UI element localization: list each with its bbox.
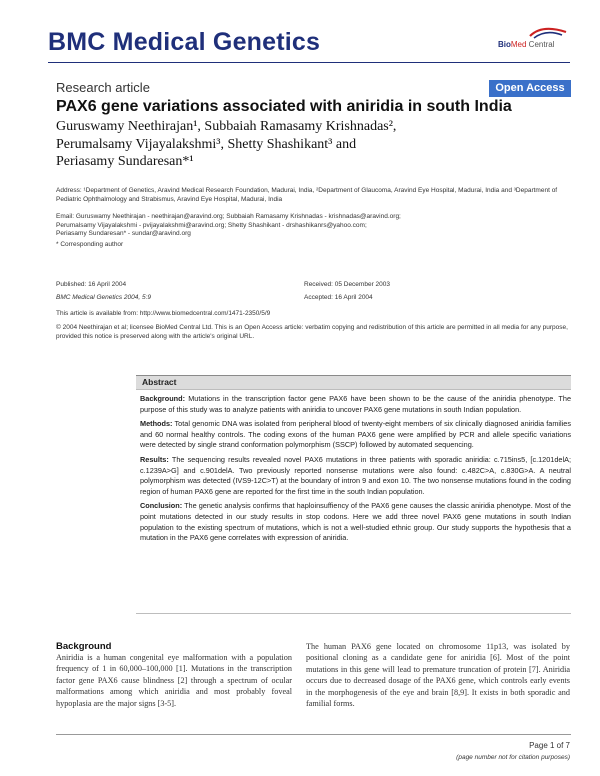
email-line-1[interactable]: Email: Guruswamy Neethirajan - neethirajan@aravind.org; Subbaiah Ramasamy Krishnadas - krishnadas@aravind.org; [56, 213, 401, 220]
article-url[interactable]: This article is available from: http://www.biomedcentral.com/1471-2350/5/9 [56, 310, 271, 317]
abstract-heading: Abstract [136, 375, 571, 390]
published-date: Published: 16 April 2004 [56, 281, 127, 288]
article-title: PAX6 gene variations associated with aniridia in south India [56, 98, 512, 115]
section-heading-background: Background [56, 641, 112, 652]
logo-wordmark: BioMed Central [498, 40, 555, 49]
citation: BMC Medical Genetics 2004, 5:9 [56, 293, 152, 301]
abstract-box [136, 375, 571, 544]
authors-line-2: Perumalsamy Vijayalakshmi³, Shetty Shashikant³ and [56, 136, 357, 152]
body-left-column: Aniridia is a human congenital eye malformation with a population frequency of 1 in 60,000–100,000 [1]. Mutations in the transcription factor gene PAX6 cause blindness [2] through a spectrum of ocular malformations among which aniridia and most probably foveal hypoplasia are the major signs [3-5]. [56, 653, 292, 708]
author-addresses: Address: ¹Department of Genetics, Aravind Medical Research Foundation, Madurai, India, ²Department of Glaucoma, Aravind Eye Hospital, Madurai, India and ³Department of Pediatric Ophthalmology and Strabismus, Aravind Eye Hospital, Madurai, India [56, 187, 558, 203]
author-emails [56, 213, 576, 239]
abstract-bottom-rule [136, 613, 571, 614]
body-right-column: The human PAX6 gene located on chromosome 11p13, was isolated by positional cloning as a candidate gene for aniridia [6]. Most of the point mutations in this gene will lead to premature truncation of protein [7]. Aniridia occurs due to decreased dosage of the PAX6 gene, which controls early events in the morphogenesis of the eye and brain [8,9]. It exists in both sporadic and familial forms. [306, 642, 570, 709]
accepted-date: Accepted: 16 April 2004 [304, 293, 373, 301]
authors-line-3: Periasamy Sundaresan*¹ [56, 154, 194, 169]
copyright-notice: © 2004 Neethirajan et al; licensee BioMed Central Ltd. This is an Open Access article: verbatim copying and redistribution of this article are permitted in all media for any purpose, provided this notice is preserved along with the article's original URL. [56, 324, 568, 340]
submission-info [304, 281, 390, 302]
open-access-badge[interactable]: Open Access [489, 80, 571, 97]
abstract-methods: Methods: Total genomic DNA was isolated from peripheral blood of twenty-eight members of six clinically diagnosed aniridia families and 60 normal healthy controls. The coding exons of the human PAX6 gene were amplified by PCR and allele specific variations were detected by single strand conformation polymorphism (SSCP) followed by automated sequencing. [140, 419, 571, 450]
page-number-note: (page number not for citation purposes) [456, 754, 570, 761]
abstract-conclusion: Conclusion: The genetic analysis confirms that haploinsuffiency of the PAX6 gene causes the classic aniridia phenotype. Most of the point mutations detected in our study results in stop codons. Here we add three novel PAX6 gene mutations in south Indian population to the existing spectrum of mutations, which is not a well-studied ethnic group. Our study supports the hypothesis that a mutation in the PAX6 gene correlates with expression of aniridia. [140, 501, 571, 543]
biomed-central-logo [498, 26, 568, 52]
publication-info [56, 281, 151, 302]
biomed-logo-icon [528, 26, 568, 40]
page-number: Page 1 of 7 [529, 741, 570, 750]
email-line-2[interactable]: Perumalsamy Vijayalakshmi - pvijayalakshmi@aravind.org; Shetty Shashikant - drshashikanrs@yahoo.com; [56, 221, 367, 229]
journal-title: BMC Medical Genetics [48, 28, 321, 56]
author-list [56, 118, 576, 171]
email-line-3[interactable]: Periasamy Sundaresan* - sundar@aravind.org [56, 230, 191, 238]
article-type: Research article [56, 80, 150, 95]
abstract-results: Results: The sequencing results revealed novel PAX6 mutations in three patients with sporadic aniridia: c.715ins5, [c.1201delA; c.1239A>G] and c.901delA. Two previously reported nonsense mutations were also found: c.482C>A, c.830G>A. A neutral polymorphism was detected (IVS9-12C>T) at the boundary of intron 9 and exon 10. The two nonsense mutations found in the coding region of human PAX6 gene are reported for the first time in the south Indian population. [140, 454, 571, 496]
corresponding-author-note: * Corresponding author [56, 241, 124, 248]
header-divider [48, 62, 570, 63]
authors-line-1: Guruswamy Neethirajan¹, Subbaiah Ramasamy Krishnadas², [56, 119, 397, 134]
received-date: Received: 05 December 2003 [304, 281, 390, 288]
footer-divider [56, 734, 571, 735]
abstract-background: Background: Mutations in the transcription factor gene PAX6 have been shown to be the cause of the aniridia phenotype. The purpose of this study was to analyze patients with aniridia to uncover PAX6 gene mutations in south Indian population. [140, 394, 571, 414]
